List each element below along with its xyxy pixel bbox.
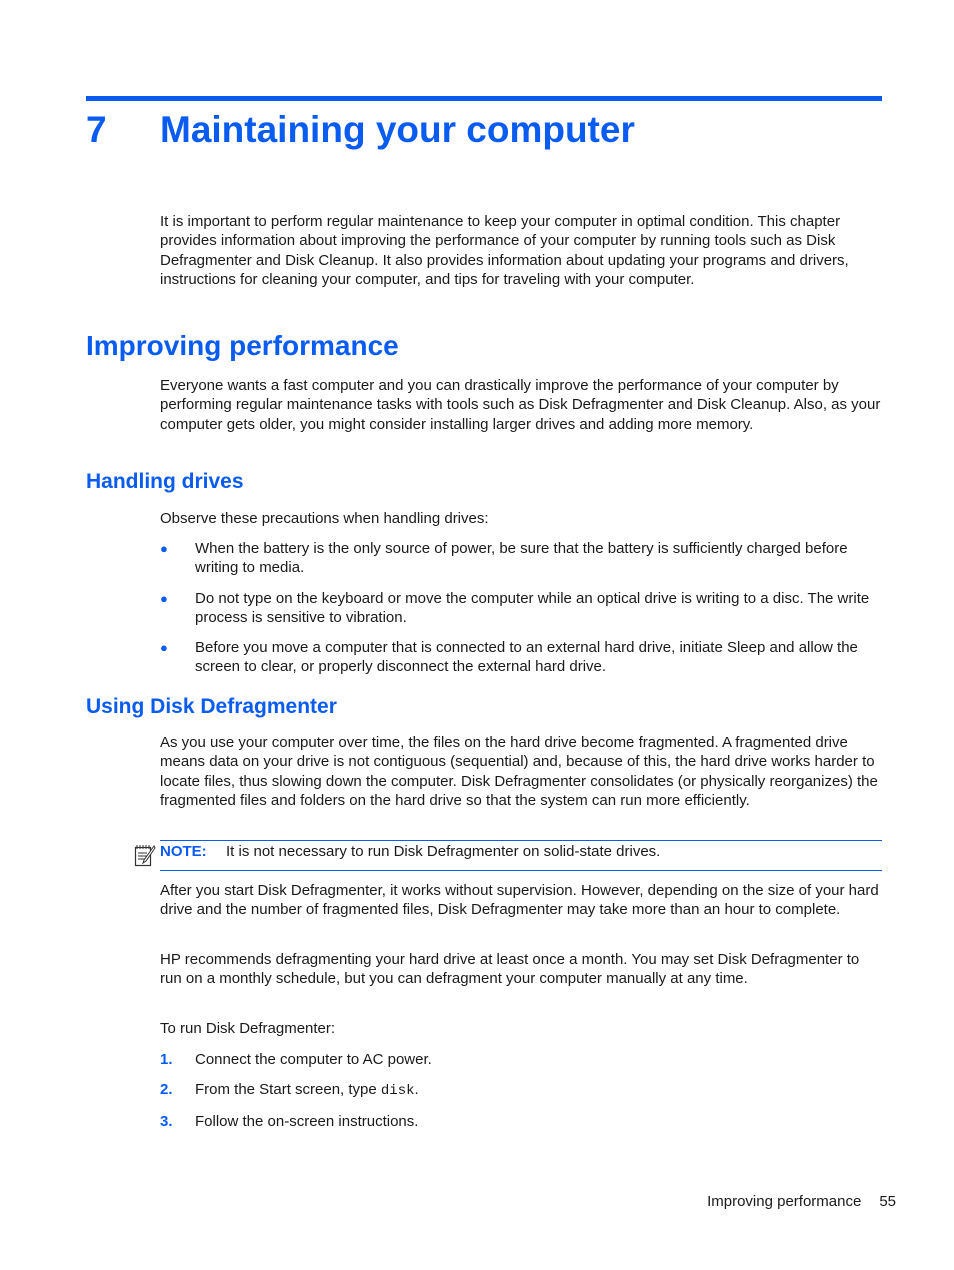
list-item [160, 589, 882, 628]
page-footer [707, 1192, 896, 1211]
list-item-text: Do not type on the keyboard or move the computer while an optical drive is writing to a disc. The write process is sensitive to vibration. [195, 590, 870, 627]
defrag-text-3: HP recommends defragmenting your hard drive at least once a month. You may set Disk Defragmenter to run on a monthly schedule, but you can defragment your computer manually at any time. [160, 951, 860, 988]
list-item [160, 539, 882, 578]
bullet-icon: ● [160, 541, 168, 556]
chapter-title-text: Maintaining your computer [160, 109, 635, 150]
step-text: Follow the on-screen instructions. [195, 1113, 419, 1130]
footer-section-title: Improving performance [707, 1193, 862, 1210]
chapter-intro: It is important to perform regular maintenance to keep your computer in optimal condition. This chapter provides information about improving the performance of your computer by running tools such as Disk Defragmenter and Disk Cleanup. It also provides information about updating your programs and drivers, instructions for cleaning your computer, and tips for traveling with your computer. [160, 213, 849, 289]
note-box [160, 840, 882, 871]
defrag-text-2: After you start Disk Defragmenter, it works without supervision. However, depending on the size of your hard drive and the number of fragmented files, Disk Defragmenter may take more than an hour to complete. [160, 882, 879, 919]
bullet-icon: ● [160, 640, 168, 655]
chapter-title [86, 107, 635, 153]
handling-drives-lead: Observe these precautions when handling drives: [160, 510, 489, 527]
step-number: 3. [160, 1113, 173, 1130]
step-number: 1. [160, 1051, 173, 1068]
step-text: From the Start screen, type [195, 1081, 381, 1098]
note-icon [134, 843, 156, 867]
chapter-number: 7 [86, 109, 107, 150]
list-item-text: Before you move a computer that is connected to an external hard drive, initiate Sleep and allow the screen to clear, or properly disconnect the external hard drive. [195, 639, 858, 676]
step-number: 2. [160, 1081, 173, 1098]
step-text-end: . [414, 1081, 419, 1098]
chapter-rule [86, 96, 882, 101]
page-number: 55 [879, 1193, 896, 1210]
list-item [160, 1112, 882, 1131]
list-item [160, 1050, 882, 1069]
improving-performance-text: Everyone wants a fast computer and you can drastically improve the performance of your computer by performing regular maintenance tasks with tools such as Disk Defragmenter and Disk Cleanup. Also, as your computer gets older, you might consider installing larger drives and adding more memory. [160, 377, 881, 433]
section-heading-improving-performance: Improving performance [86, 330, 399, 361]
list-item [160, 638, 882, 677]
note-text: It is not necessary to run Disk Defragmenter on solid-state drives. [226, 843, 661, 860]
step-text: Connect the computer to AC power. [195, 1051, 432, 1068]
subsection-heading-disk-defragmenter: Using Disk Defragmenter [86, 695, 337, 718]
subsection-heading-handling-drives: Handling drives [86, 470, 244, 493]
list-item [160, 1080, 882, 1101]
bullet-icon: ● [160, 591, 168, 606]
defrag-text-1: As you use your computer over time, the files on the hard drive become fragmented. A fragmented drive means data on your drive is not contiguous (sequential) and, because of this, the hard drive works harder to locate files, thus slowing down the computer. Disk Defragmenter consolidates (or physically reorganizes) the fragmented files and folders on the hard drive so that the system can run more efficiently. [160, 734, 878, 810]
defrag-steps-lead: To run Disk Defragmenter: [160, 1020, 336, 1037]
list-item-text: When the battery is the only source of power, be sure that the battery is sufficiently charged before writing to media. [195, 540, 848, 577]
note-label: NOTE: [160, 843, 207, 860]
step-code: disk [380, 1083, 415, 1099]
